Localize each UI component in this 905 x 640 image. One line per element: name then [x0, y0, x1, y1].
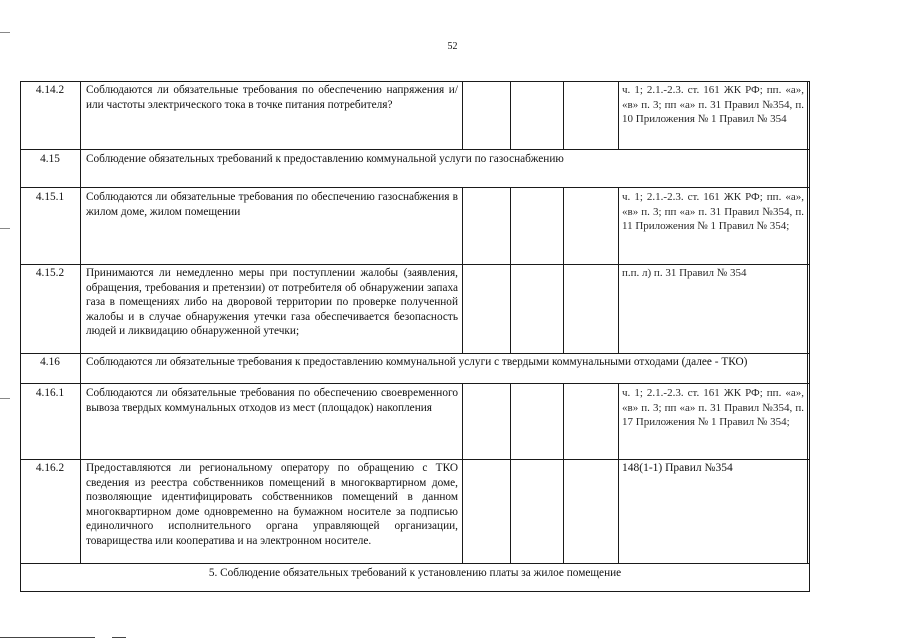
col-divider-notes: [807, 81, 808, 563]
col-divider-ref: [618, 187, 619, 353]
row-number: 4.16.2: [35, 462, 65, 474]
scan-mark: [0, 32, 10, 33]
row-number: 4.16: [40, 356, 60, 368]
row-divider: [20, 563, 810, 564]
table-border-right: [809, 81, 810, 592]
table-border-left: [20, 81, 21, 592]
scan-mark: [0, 637, 95, 638]
requirement-text: Соблюдаются ли обязательные требования по обеспечению газоснабжения в жилом доме, жилом помещении: [86, 191, 458, 218]
row-divider: [20, 264, 810, 265]
col-divider-text: [462, 383, 463, 563]
legal-reference: п.п. л) п. 31 Правил № 354: [622, 267, 747, 279]
legal-reference: 148(1-1) Правил №354: [622, 462, 733, 474]
col-divider-text: [462, 187, 463, 353]
section-title: Соблюдаются ли обязательные требования к предоставлению коммунальной услуги с твердыми коммунальными отходами (далее - ТКО): [86, 356, 748, 368]
row-divider: [20, 353, 810, 354]
row-number: 4.14.2: [35, 84, 65, 96]
col-divider-yes: [510, 81, 511, 149]
table-border-top: [20, 81, 810, 82]
scan-mark: [0, 228, 10, 229]
row-divider: [20, 383, 810, 384]
section-heading: 5. Соблюдение обязательных требований к установлению платы за жилое помещение: [208, 567, 622, 579]
requirement-text: Соблюдаются ли обязательные требования по обеспечению своевременного вывоза твердых коммунальных отходов из мест (площадок) накопления: [86, 387, 458, 414]
page-number: 52: [447, 41, 458, 52]
col-divider-no: [563, 187, 564, 353]
col-divider-yes: [510, 383, 511, 563]
section-title: Соблюдение обязательных требований к предоставлению коммунальной услуги по газоснабжению: [86, 153, 564, 165]
legal-reference: ч. 1; 2.1.-2.3. ст. 161 ЖК РФ; пп. «а», «в» п. 3; пп «а» п. 31 Правил №354, п. 11 Приложения № 1 Правил № 354;: [622, 191, 804, 233]
col-divider-ref: [618, 81, 619, 149]
row-divider: [20, 459, 810, 460]
col-divider-num: [80, 81, 81, 563]
col-divider-no: [563, 81, 564, 149]
requirement-text: Предоставляются ли региональному оператору по обращению с ТКО сведения из реестра собственников помещений в многоквартирном доме, позволяющие идентифицировать собственников помещений в данном многоквартирном доме одновременно на бумажном носителе за подписью единоличного исполнительного органа управляющей организации, товарищества или кооператива и на электронном носителе.: [86, 462, 458, 547]
requirement-text: Принимаются ли немедленно меры при поступлении жалобы (заявления, обращения, требования и претензии) от потребителя об обнаружении запаха газа в помещениях либо на дворовой территории по проверке полученной жалобы и в случае обнаружения утечки газа обеспечивается безопасность людей и ликвидацию обнаруженной утечки;: [86, 267, 458, 338]
row-divider: [20, 149, 810, 150]
col-divider-no: [563, 383, 564, 563]
scan-mark: [0, 398, 10, 399]
row-number: 4.15: [40, 153, 60, 165]
scan-mark: [112, 637, 126, 638]
col-divider-ref: [618, 383, 619, 563]
legal-reference: ч. 1; 2.1.-2.3. ст. 161 ЖК РФ; пп. «а», «в» п. 3; пп «а» п. 31 Правил №354, п. 10 Приложения № 1 Правил № 354: [622, 84, 804, 126]
row-number: 4.15.2: [35, 267, 65, 279]
legal-reference: ч. 1; 2.1.-2.3. ст. 161 ЖК РФ; пп. «а», «в» п. 3; пп «а» п. 31 Правил №354, п. 17 Приложения № 1 Правил № 354;: [622, 387, 804, 429]
col-divider-yes: [510, 187, 511, 353]
col-divider-text: [462, 81, 463, 149]
table-border-bottom: [20, 591, 810, 592]
requirement-text: Соблюдаются ли обязательные требования по обеспечению напряжения и/или частоты электрического тока в точке питания потребителя?: [86, 84, 458, 111]
row-number: 4.16.1: [35, 387, 65, 399]
row-number: 4.15.1: [35, 191, 65, 203]
row-divider: [20, 187, 810, 188]
